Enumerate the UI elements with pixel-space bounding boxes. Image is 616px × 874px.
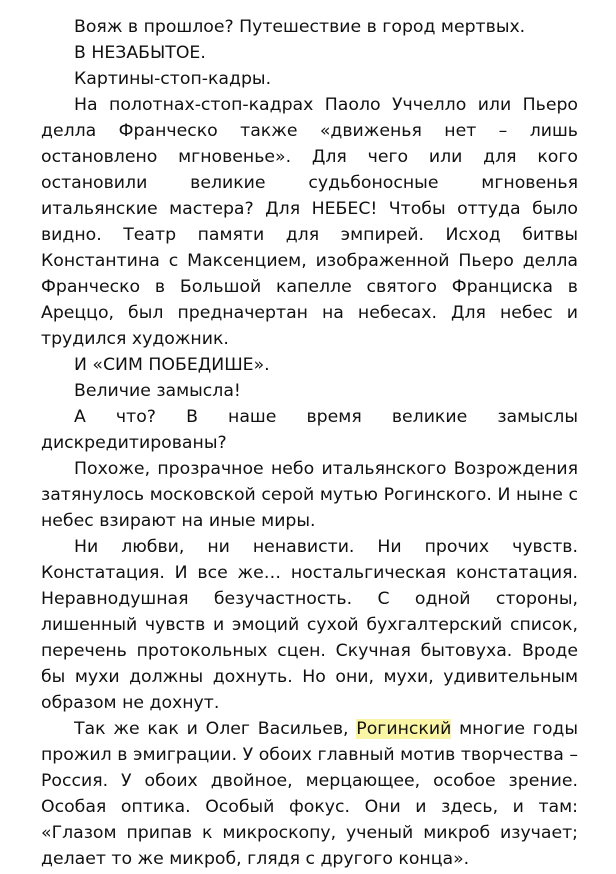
paragraph-9: Ни любви, ни ненависти. Ни прочих чувств. Констатация. И все же… ностальгическая констатация. Неравнодушная безучастность. С одной стороны, лишенный чувств и эмоций сухой бухгалтерский список, перечень протокольных сцен. Скучная бытовуха. Вроде бы мухи должны дохнуть. Но они, мухи, удивительным образом не дохнут. [41, 537, 578, 713]
paragraph-4: На полотнах-стоп-кадрах Паоло Уччелло или Пьеро делла Франческо также «движенья нет – лишь остановлено мгновенье». Для чего или для кого остановили великие судьбоносные мгновенья итальянские мастера? Для НЕБЕС! Чтобы оттуда было видно. Театр памяти для эмпирей. Исход битвы Константина с Максенцием, изображенной Пьеро делла Франческо в Большой капелле святого Франциска в Ареццо, был предначертан на небесах. Для небес и трудился художник. [41, 95, 578, 349]
paragraph-3: Картины-стоп-кадры. [74, 69, 272, 89]
paragraph-10-before: Так же как и Олег Васильев, [74, 719, 357, 739]
paragraph-8: Похоже, прозрачное небо итальянского Возрождения затянулось московской серой мутью Рогинского. И ныне с небес взирают на иные миры. [41, 459, 578, 531]
paragraph-10-after: многие годы прожил в эмиграции. У обоих главный мотив творчества – Россия. У обоих двойное, мерцающее, особое зрение. Особая оптика. Особый фокус. Они и здесь, и там: «Глазом припав к микроскопу, ученый микроб изучает; делает то же микроб, глядя с другого конца». [41, 719, 578, 869]
highlighted-word[interactable]: Рогинский [356, 719, 452, 739]
paragraph-7: А что? В наше время великие замыслы дискредитированы? [41, 407, 578, 453]
paragraph-2: В НЕЗАБЫТОЕ. [74, 43, 206, 63]
paragraph-6: Величие замысла! [74, 381, 241, 401]
paragraph-1: Вояж в прошлое? Путешествие в город мертвых. [74, 17, 526, 37]
document-page [41, 14, 578, 872]
paragraph-5: И «СИМ ПОБЕДИШЕ». [74, 355, 270, 375]
paragraph-10 [41, 716, 578, 872]
